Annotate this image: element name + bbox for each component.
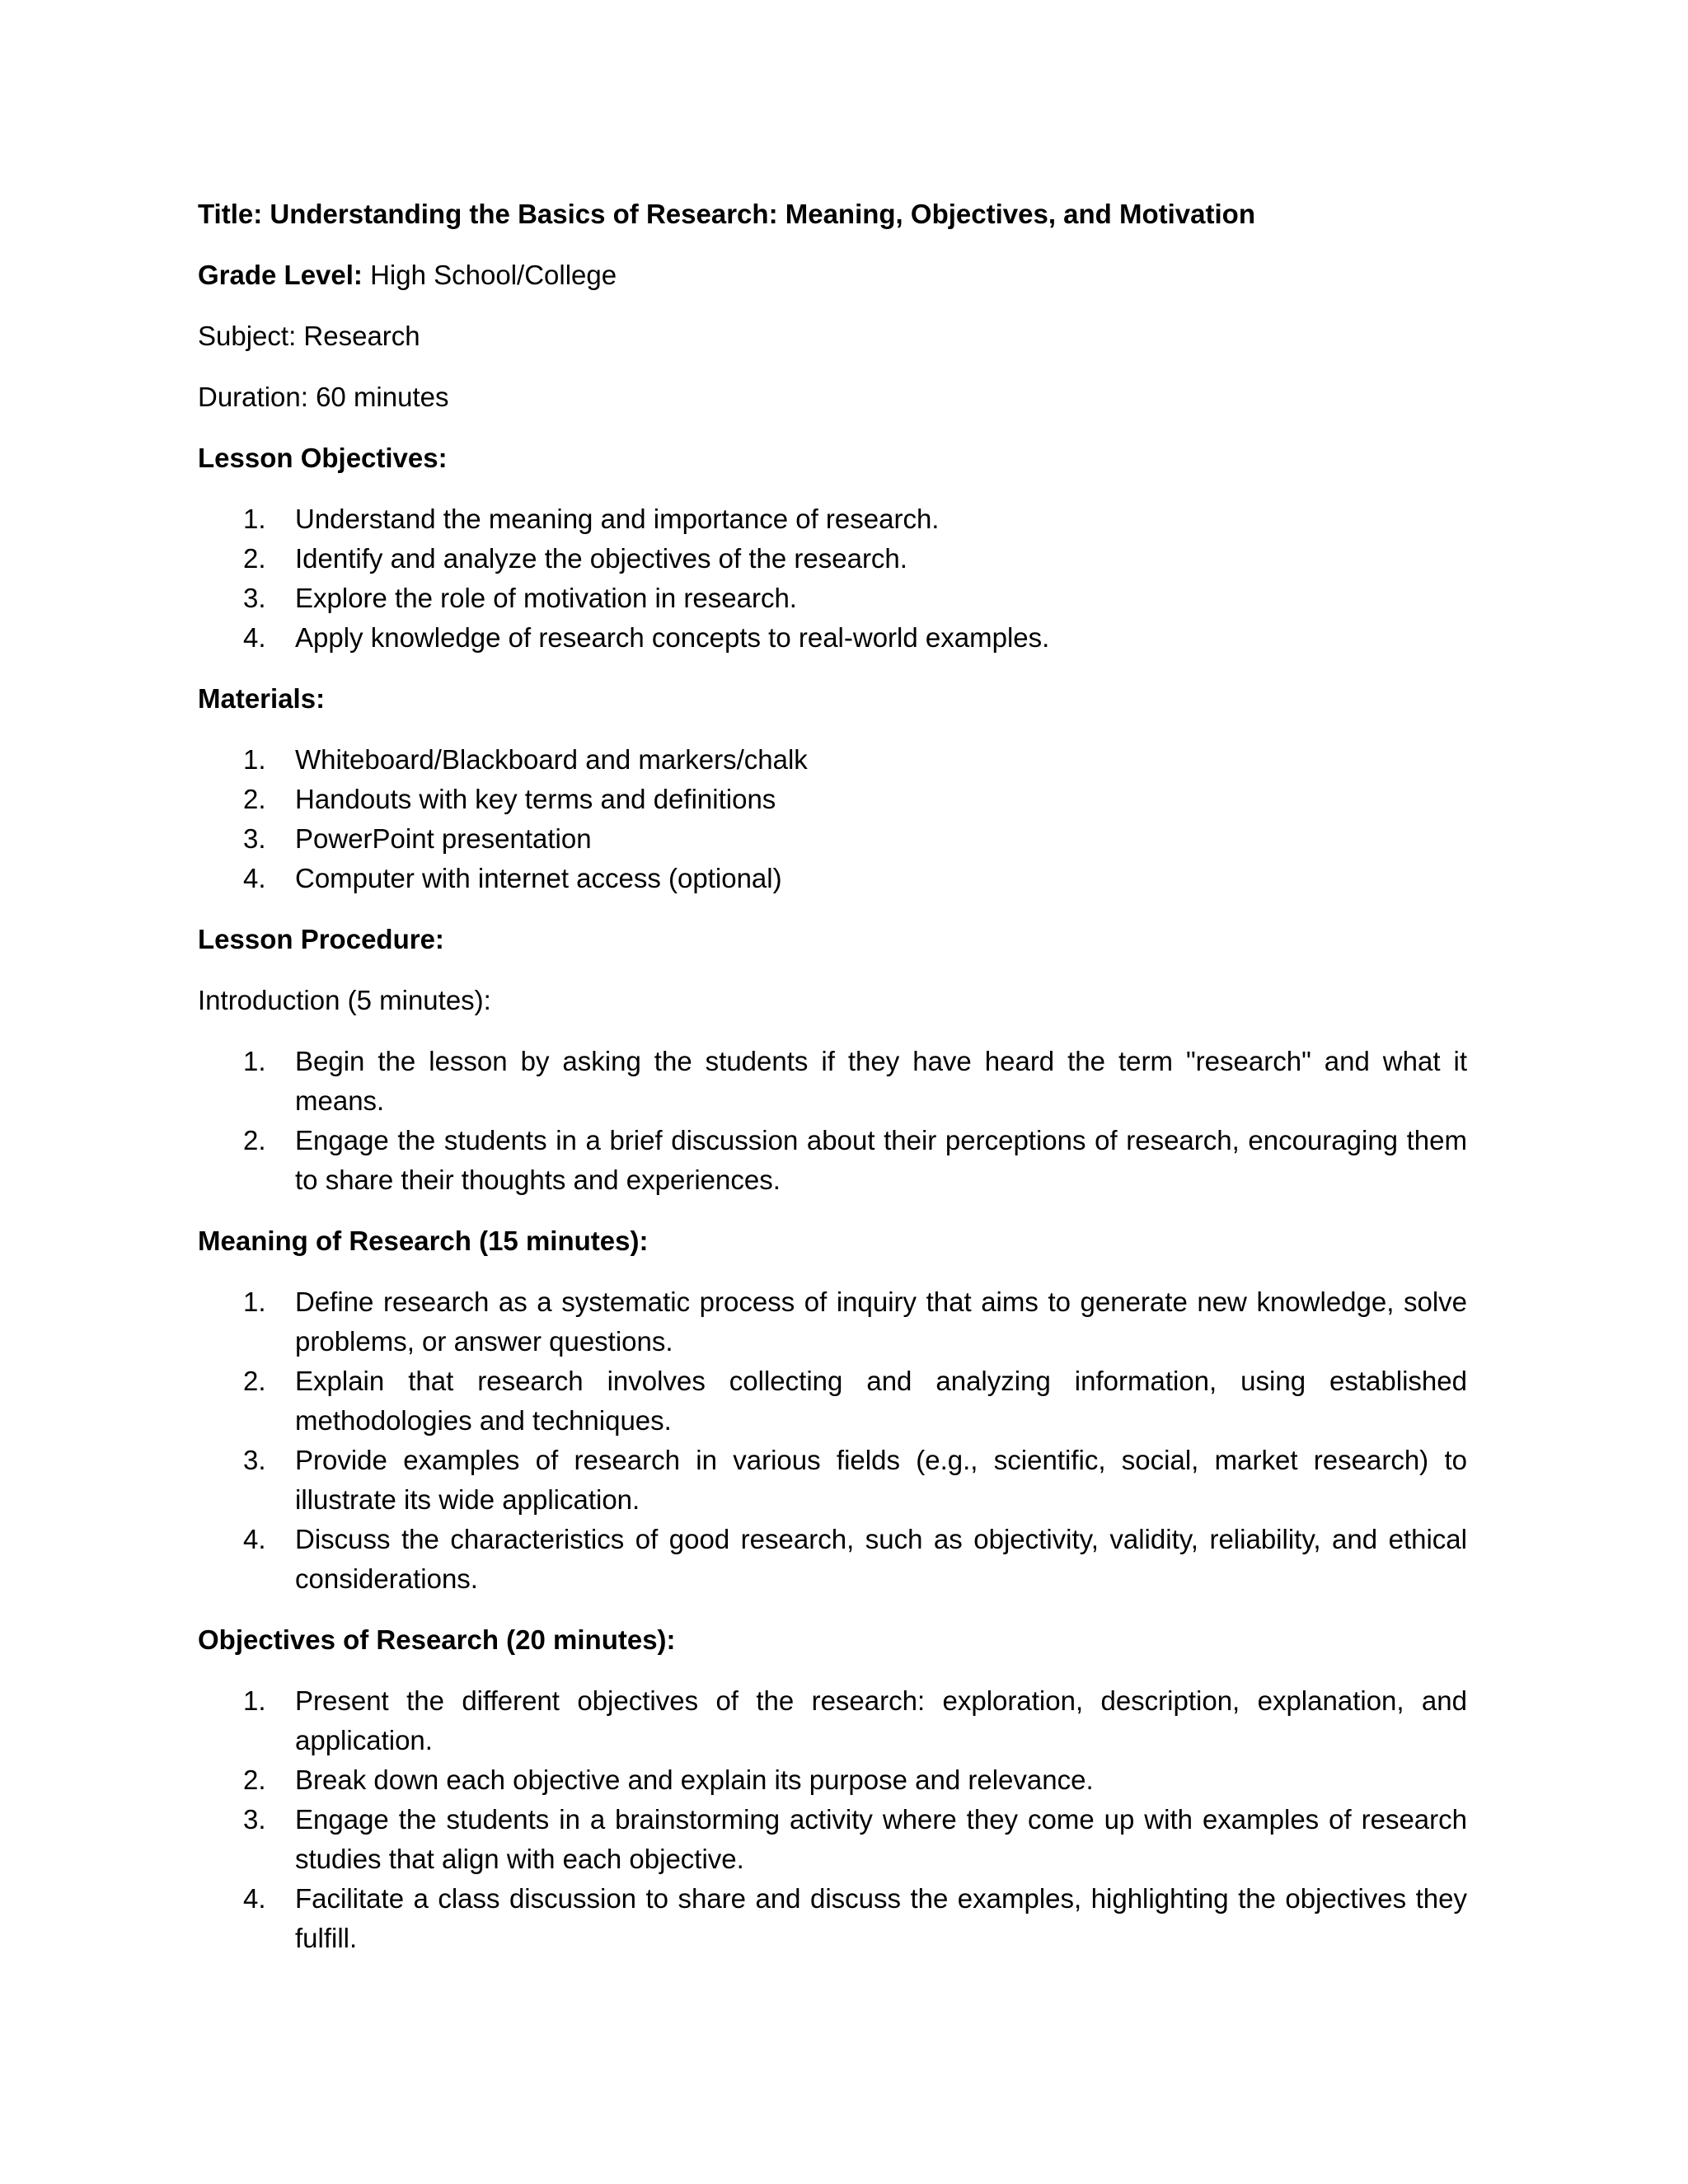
list-text: Whiteboard/Blackboard and markers/chalk <box>295 744 808 775</box>
materials-list <box>198 740 1467 898</box>
lesson-objectives-heading: Lesson Objectives: <box>198 443 448 473</box>
grade-level <box>198 255 1467 295</box>
list-text: Explain that research involves collecting and analyzing information, using established methodologies and techniques. <box>295 1366 1467 1436</box>
list-number: 3. <box>243 1804 266 1835</box>
list-number: 4. <box>243 1524 266 1554</box>
subject: Subject: Research <box>198 321 420 351</box>
document-page <box>198 194 1467 1980</box>
list-number: 4. <box>243 622 266 653</box>
list-item <box>198 1879 1467 1958</box>
list-number: 3. <box>243 583 266 613</box>
list-text: Computer with internet access (optional) <box>295 863 782 893</box>
list-item <box>198 579 1467 618</box>
list-text: Understand the meaning and importance of research. <box>295 504 940 534</box>
list-text: Explore the role of motivation in research. <box>295 583 797 613</box>
list-number: 1. <box>243 1046 266 1076</box>
list-item <box>198 539 1467 579</box>
list-number: 1. <box>243 744 266 775</box>
list-number: 2. <box>243 784 266 814</box>
list-number: 2. <box>243 1125 266 1155</box>
list-item <box>198 1760 1467 1800</box>
list-item <box>198 1042 1467 1121</box>
introduction-heading: Introduction (5 minutes): <box>198 985 491 1015</box>
list-text: Discuss the characteristics of good research, such as objectivity, validity, reliability, and ethical considerations. <box>295 1524 1467 1594</box>
lesson-procedure-heading: Lesson Procedure: <box>198 924 444 954</box>
list-number: 2. <box>243 543 266 574</box>
objectives-of-research-list <box>198 1681 1467 1958</box>
list-number: 1. <box>243 1685 266 1716</box>
list-text: Define research as a systematic process of inquiry that aims to generate new knowledge, solve problems, or answer questions. <box>295 1286 1467 1357</box>
duration: Duration: 60 minutes <box>198 382 449 412</box>
objectives-of-research-heading: Objectives of Research (20 minutes): <box>198 1624 676 1655</box>
list-item <box>198 1520 1467 1599</box>
list-item <box>198 780 1467 819</box>
list-text: Facilitate a class discussion to share and discuss the examples, highlighting the objectives they fulfill. <box>295 1883 1467 1953</box>
meaning-list <box>198 1282 1467 1599</box>
list-number: 2. <box>243 1366 266 1396</box>
list-number: 1. <box>243 1286 266 1317</box>
list-item <box>198 499 1467 539</box>
list-number: 2. <box>243 1765 266 1795</box>
list-text: Engage the students in a brief discussion about their perceptions of research, encouraging them to share their thoughts and experiences. <box>295 1125 1467 1195</box>
list-text: Handouts with key terms and definitions <box>295 784 776 814</box>
grade-level-label: Grade Level: <box>198 260 363 290</box>
list-number: 4. <box>243 863 266 893</box>
list-text: Begin the lesson by asking the students if they have heard the term "research" and what it means. <box>295 1046 1467 1116</box>
list-text: PowerPoint presentation <box>295 823 592 854</box>
list-item <box>198 618 1467 658</box>
list-text: Provide examples of research in various fields (e.g., scientific, social, market research) to illustrate its wide application. <box>295 1445 1467 1515</box>
list-item <box>198 1441 1467 1520</box>
list-text: Break down each objective and explain its purpose and relevance. <box>295 1765 1094 1795</box>
list-text: Present the different objectives of the research: exploration, description, explanation, and application. <box>295 1685 1467 1755</box>
list-item <box>198 1121 1467 1200</box>
grade-level-value: High School/College <box>362 260 617 290</box>
list-item <box>198 1282 1467 1361</box>
list-item <box>198 819 1467 859</box>
list-item <box>198 859 1467 898</box>
materials-heading: Materials: <box>198 683 326 714</box>
list-number: 4. <box>243 1883 266 1914</box>
list-number: 1. <box>243 504 266 534</box>
list-item <box>198 1800 1467 1879</box>
list-item <box>198 740 1467 780</box>
list-item <box>198 1681 1467 1760</box>
list-text: Engage the students in a brainstorming activity where they come up with examples of research studies that align with each objective. <box>295 1804 1467 1874</box>
list-text: Apply knowledge of research concepts to real-world examples. <box>295 622 1050 653</box>
list-item <box>198 1361 1467 1441</box>
list-text: Identify and analyze the objectives of the research. <box>295 543 907 574</box>
list-number: 3. <box>243 1445 266 1475</box>
list-number: 3. <box>243 823 266 854</box>
document-title: Title: Understanding the Basics of Research: Meaning, Objectives, and Motivation <box>198 199 1255 229</box>
introduction-list <box>198 1042 1467 1200</box>
lesson-objectives-list <box>198 499 1467 658</box>
meaning-heading: Meaning of Research (15 minutes): <box>198 1226 649 1256</box>
